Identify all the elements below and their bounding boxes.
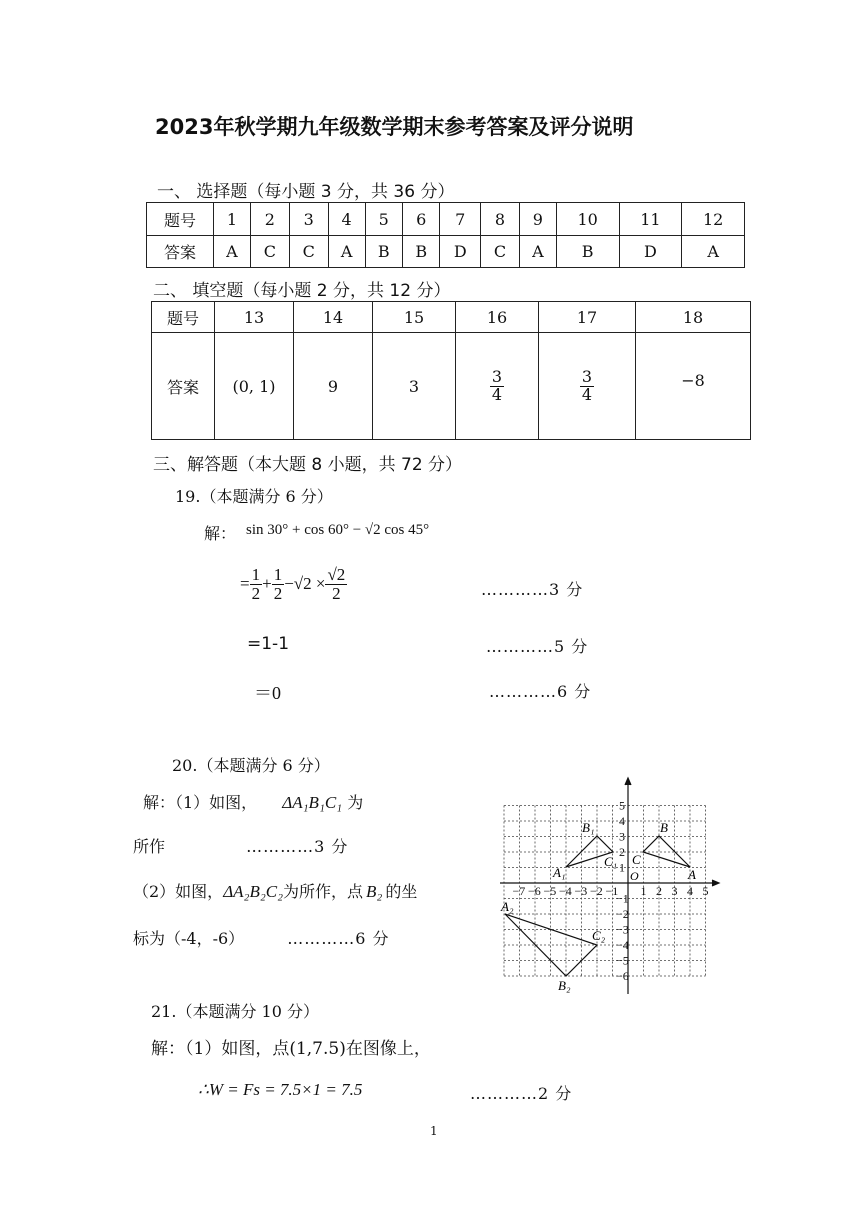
choice-answer-table	[146, 202, 745, 268]
y-tick-label: 1	[619, 860, 625, 875]
y-tick-label: −2	[616, 907, 629, 921]
table-cell: 13	[215, 302, 294, 333]
table-cell: A	[519, 236, 556, 268]
x-tick-label: 1	[640, 884, 647, 898]
fraction	[250, 566, 263, 603]
section1-heading: 一、 选择题（每小题 3 分，共 36 分）	[157, 182, 455, 202]
fraction-numerator: 1	[273, 565, 283, 584]
table-cell: 10	[556, 203, 619, 236]
table-cell: 9	[294, 333, 373, 440]
q19-score-2: …………5 分	[486, 637, 589, 656]
y-tick-label: −5	[616, 953, 629, 968]
table-cell: 9	[519, 203, 556, 236]
q20-line3	[133, 879, 417, 902]
q19-header: 19.（本题满分 6 分）	[175, 487, 333, 506]
table-cell: D	[440, 236, 481, 268]
equals: =	[240, 574, 250, 594]
q19-score-3: …………6 分	[489, 682, 592, 701]
table-cell: 18	[636, 302, 751, 333]
fraction	[325, 566, 347, 603]
label-b2: B₂	[558, 978, 571, 993]
q20-line4	[133, 926, 390, 949]
fraction-denominator: 2	[251, 583, 261, 603]
text: 为所作，点	[283, 882, 364, 901]
q21-score: …………2 分	[470, 1084, 573, 1103]
page-number: 1	[430, 1124, 438, 1138]
triangle-a2b2c2	[505, 914, 597, 976]
y-tick-label: 3	[619, 829, 625, 844]
text: 所作	[133, 837, 166, 856]
y-tick-label: −4	[616, 938, 629, 952]
table-cell: A	[328, 236, 365, 268]
q20-line2	[133, 834, 348, 857]
table-cell: A	[214, 236, 251, 268]
y-tick-labels	[616, 799, 629, 984]
table-cell	[456, 333, 539, 440]
score: …………6 分	[287, 929, 390, 948]
table-cell: 17	[539, 302, 636, 333]
triangle-name: ΔA₂B₂C₂	[223, 882, 284, 901]
q20-line1	[143, 790, 363, 813]
table-cell: 11	[619, 203, 682, 236]
table-cell: 7	[440, 203, 481, 236]
text: （2）如图，	[133, 882, 224, 901]
q21-header: 21.（本题满分 10 分）	[151, 1002, 319, 1021]
table-cell: B	[556, 236, 619, 268]
point-name: B₂	[366, 882, 383, 901]
table-cell: 15	[373, 302, 456, 333]
x-tick-label: 2	[656, 884, 662, 898]
x-tick-label: −7	[512, 884, 526, 898]
label-c1: C₁	[604, 854, 618, 869]
table-cell: (0, 1)	[215, 333, 294, 440]
q19-expression: sin 30° + cos 60° − √2 cos 45°	[246, 522, 430, 538]
q19-line1	[240, 566, 347, 603]
x-tick-labels	[513, 884, 709, 898]
section2-heading: 二、 填空题（每小题 2 分，共 12 分）	[153, 281, 451, 301]
x-tick-label: −2	[590, 884, 603, 898]
table-cell: 6	[403, 203, 440, 236]
table-cell: 3	[373, 333, 456, 440]
x-tick-label: −3	[574, 884, 588, 898]
table-cell: 5	[365, 203, 402, 236]
label-c: C	[632, 852, 641, 867]
table-cell: 16	[456, 302, 539, 333]
table-cell: 4	[328, 203, 365, 236]
text: 解：（1）如图，	[143, 793, 258, 812]
text: 为	[347, 793, 364, 812]
fraction	[272, 566, 285, 603]
table-cell	[539, 333, 636, 440]
text: 的坐	[385, 882, 418, 901]
q21-line1: 解：（1）如图，点(1,7.5)在图像上，	[151, 1039, 431, 1059]
table-cell: 14	[294, 302, 373, 333]
x-axis-arrow	[712, 880, 719, 886]
fraction	[490, 366, 504, 404]
label-a: A	[688, 867, 696, 882]
table-cell: 8	[481, 203, 520, 236]
q19-line3: ＝0	[254, 683, 281, 703]
table-cell: 1	[214, 203, 251, 236]
score: …………3 分	[246, 837, 349, 856]
fraction-denominator: 4	[581, 384, 593, 404]
x-tick-label: −1	[605, 884, 619, 898]
table-cell: B	[403, 236, 440, 268]
table-cell: A	[682, 236, 745, 268]
coordinate-graph	[498, 775, 728, 997]
table-cell: C	[481, 236, 520, 268]
q20-header: 20.（本题满分 6 分）	[172, 756, 330, 775]
y-tick-label: 2	[619, 845, 625, 859]
y-tick-label: −6	[616, 969, 629, 983]
text: 标为（-4，-6）	[133, 929, 245, 948]
x-tick-label: −6	[528, 884, 541, 898]
x-tick-label: 4	[687, 884, 693, 898]
table-row-label: 题号	[147, 203, 214, 236]
table-cell: 2	[250, 203, 289, 236]
fraction-numerator: 3	[581, 366, 593, 386]
table-cell: 3	[289, 203, 328, 236]
label-c2: C₂	[592, 928, 606, 943]
section3-heading: 三、解答题（本大题 8 小题，共 72 分）	[153, 455, 463, 475]
table-row-label: 答案	[147, 236, 214, 268]
fraction	[580, 366, 594, 404]
y-tick-label: −3	[616, 922, 629, 937]
fraction-denominator: 2	[273, 583, 283, 603]
x-tick-label: −4	[559, 884, 572, 898]
y-tick-label: 4	[619, 814, 625, 828]
table-cell: 12	[682, 203, 745, 236]
x-tick-label: −5	[543, 884, 557, 898]
table-cell: C	[289, 236, 328, 268]
fraction-numerator: √2	[327, 565, 346, 584]
q19-line2: =1-1	[247, 634, 290, 654]
fraction-denominator: 4	[491, 384, 503, 404]
label-a1: A₁	[553, 865, 566, 880]
label-b: B	[660, 820, 668, 835]
minus-term: −√2 ×	[284, 574, 326, 594]
triangle-abc	[643, 836, 690, 867]
label-a2: A₂	[501, 899, 514, 914]
q19-score-1: …………3 分	[481, 580, 584, 599]
fraction-numerator: 1	[251, 565, 261, 584]
x-tick-label: 5	[702, 884, 709, 898]
y-tick-label: 5	[619, 798, 625, 813]
fraction-denominator: 2	[332, 583, 341, 603]
table-cell: B	[365, 236, 402, 268]
fraction-numerator: 3	[491, 366, 503, 386]
q19-jie: 解：	[204, 524, 237, 543]
fill-answer-table	[151, 301, 751, 440]
y-tick-label: −1	[616, 891, 629, 906]
label-b1: B₁	[582, 820, 595, 835]
q21-line2: ∴W = Fs = 7.5×1 = 7.5	[198, 1080, 363, 1099]
y-axis-arrow	[625, 778, 631, 785]
triangle-name: ΔA₁B₁C₁	[282, 793, 343, 812]
origin-label: O	[630, 869, 639, 883]
table-cell: D	[619, 236, 682, 268]
page-title: 2023年秋学期九年级数学期末参考答案及评分说明	[155, 115, 634, 139]
plus: +	[262, 574, 272, 594]
table-cell: C	[250, 236, 289, 268]
table-cell: −8	[636, 333, 751, 440]
x-tick-label: 3	[671, 884, 678, 898]
table-row-label: 答案	[152, 333, 215, 440]
table-row-label: 题号	[152, 302, 215, 333]
